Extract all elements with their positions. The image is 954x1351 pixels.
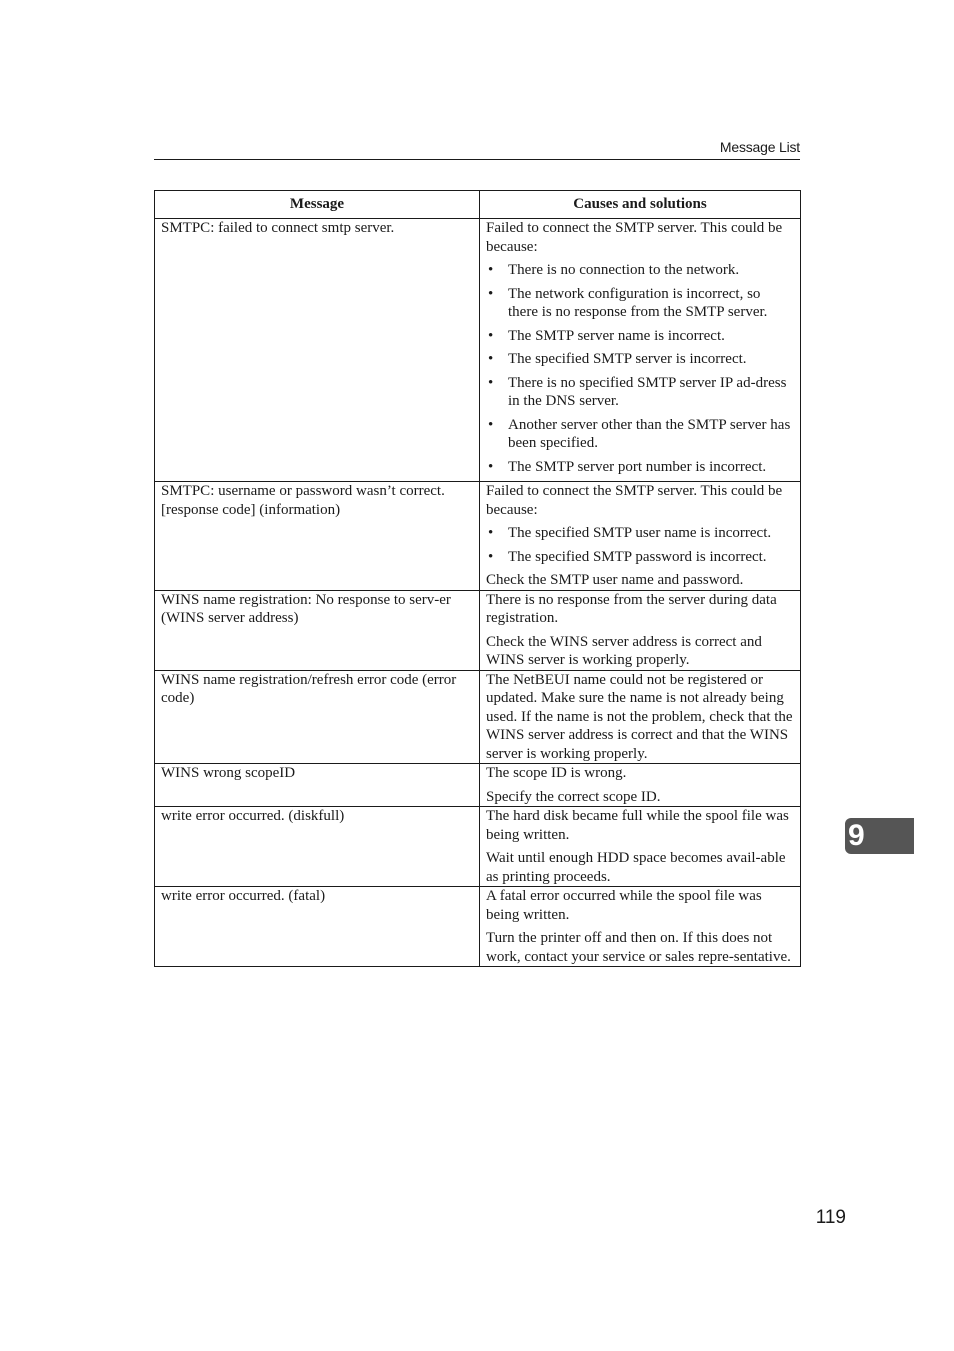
message-table	[154, 190, 801, 967]
causes-cell	[480, 482, 801, 591]
causes-paragraph: Turn the printer off and then on. If this does not work, contact your service or sales repre-sentative.	[486, 930, 791, 965]
bullet-item: • The specified SMTP password is incorrect.	[488, 548, 767, 565]
causes-paragraph: The scope ID is wrong.	[486, 765, 627, 781]
causes-paragraph: A fatal error occurred while the spool file was being written.	[486, 888, 762, 923]
message-text: write error occurred. (diskfull)	[161, 808, 345, 824]
page-number: 119	[815, 1207, 846, 1228]
table-row	[155, 887, 801, 967]
causes-paragraph: Wait until enough HDD space becomes avail-able as printing proceeds.	[486, 850, 786, 885]
column-header-causes: Causes and solutions	[480, 191, 801, 219]
table-row	[155, 764, 801, 807]
message-text: SMTPC: failed to connect smtp server.	[161, 220, 395, 236]
table-row	[155, 219, 801, 482]
bullet-item: • The SMTP server port number is incorrect.	[488, 458, 767, 475]
causes-bullet-list	[486, 261, 794, 476]
causes-paragraph: Check the WINS server address is correct and WINS server is working properly.	[486, 633, 762, 668]
causes-bullet-list	[486, 524, 794, 566]
bullet-item: • The network configuration is incorrect, so there is no response from the SMTP server.	[488, 285, 768, 320]
causes-intro: Failed to connect the SMTP server. This could be because:	[486, 220, 783, 255]
message-text: WINS wrong scopeID	[161, 765, 296, 781]
causes-cell	[480, 807, 801, 887]
causes-paragraph: The hard disk became full while the spool file was being written.	[486, 808, 789, 843]
message-cell	[155, 219, 480, 482]
causes-intro: Failed to connect the SMTP server. This could be because:	[486, 483, 783, 518]
table-row	[155, 807, 801, 887]
table-header-row	[155, 191, 801, 219]
running-header: Message List	[154, 138, 800, 160]
message-cell	[155, 764, 480, 807]
message-cell	[155, 807, 480, 887]
bullet-item: • There is no connection to the network.	[488, 262, 740, 278]
causes-solution: Check the SMTP user name and password.	[486, 572, 744, 588]
table-row	[155, 482, 801, 591]
chapter-tab: 9	[845, 818, 914, 854]
causes-paragraph: There is no response from the server during data registration.	[486, 591, 777, 626]
bullet-item: • The SMTP server name is incorrect.	[488, 327, 725, 344]
causes-cell	[480, 219, 801, 482]
message-cell	[155, 887, 480, 967]
bullet-item: • The specified SMTP server is incorrect.	[488, 351, 747, 367]
message-cell	[155, 670, 480, 764]
message-text: write error occurred. (fatal)	[161, 888, 326, 904]
column-header-message: Message	[155, 191, 480, 219]
message-cell	[155, 590, 480, 670]
causes-cell	[480, 887, 801, 967]
bullet-item: • Another server other than the SMTP server has been specified.	[488, 416, 791, 451]
message-text: WINS name registration/refresh error code (error code)	[161, 671, 457, 706]
table-row	[155, 670, 801, 764]
message-cell	[155, 482, 480, 591]
table-row	[155, 590, 801, 670]
causes-paragraph: Specify the correct scope ID.	[486, 788, 661, 805]
message-text: SMTPC: username or password wasn’t correct. [response code] (information)	[161, 483, 445, 518]
causes-cell	[480, 670, 801, 764]
bullet-item: • The specified SMTP user name is incorrect.	[488, 525, 772, 541]
bullet-item: • There is no specified SMTP server IP ad-dress in the DNS server.	[488, 374, 787, 409]
causes-cell	[480, 590, 801, 670]
causes-paragraph: The NetBEUI name could not be registered or updated. Make sure the name is not already being used. If the name is not the problem, check that the WINS server address is correct and that the WINS server is working properly.	[486, 671, 793, 762]
causes-cell	[480, 764, 801, 807]
message-text: WINS name registration: No response to serv-er (WINS server address)	[161, 591, 451, 626]
